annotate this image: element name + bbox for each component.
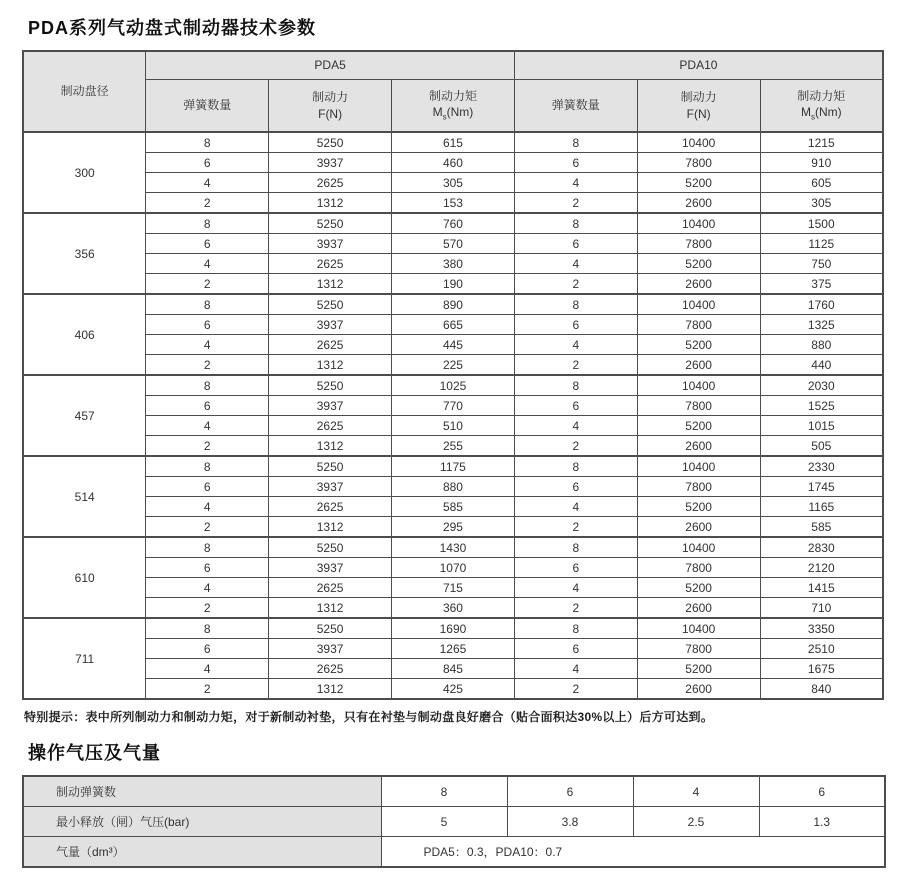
springs-cell-pda5: 4: [146, 497, 269, 517]
table-row: [23, 153, 883, 173]
springs-cell-pda10: 2: [514, 436, 637, 457]
springs-cell-pda5: 8: [146, 456, 269, 477]
springs-cell-pda5: 4: [146, 416, 269, 436]
pressure-volume-table: [22, 775, 886, 868]
torque-cell-pda5: 665: [392, 315, 515, 335]
springs-cell-pda10: 8: [514, 132, 637, 153]
diameter-cell: 711: [23, 618, 146, 699]
springs-cell-pda5: 4: [146, 173, 269, 193]
table-row: [23, 355, 883, 376]
torque-cell-pda10: 1500: [760, 213, 883, 234]
force-cell-pda10: 10400: [637, 456, 760, 477]
value-cell: 1.3: [759, 807, 885, 837]
torque-cell-pda10: 1325: [760, 315, 883, 335]
table-row: [23, 213, 883, 234]
force-cell-pda5: 3937: [269, 396, 392, 416]
brake-parameters-table: [22, 50, 884, 700]
table-row: [23, 659, 883, 679]
table-row: [23, 335, 883, 355]
table-row: [23, 173, 883, 193]
force-cell-pda10: 7800: [637, 315, 760, 335]
diameter-cell: 610: [23, 537, 146, 618]
table-row: [23, 477, 883, 497]
force-cell-pda10: 10400: [637, 213, 760, 234]
springs-cell-pda10: 4: [514, 659, 637, 679]
torque-cell-pda10: 2830: [760, 537, 883, 558]
force-cell-pda5: 2625: [269, 497, 392, 517]
table-row: [23, 132, 883, 153]
torque-cell-pda5: 225: [392, 355, 515, 376]
header-torque-pda5: 制动力矩 $M_s(Nm)$: [392, 80, 515, 133]
value-cell: 4: [633, 776, 759, 807]
torque-cell-pda10: 2510: [760, 639, 883, 659]
torque-cell-pda5: 585: [392, 497, 515, 517]
force-cell-pda5: 1312: [269, 598, 392, 619]
force-cell-pda5: 1312: [269, 679, 392, 700]
brake-parameters-table-header: [23, 51, 883, 132]
torque-cell-pda5: 770: [392, 396, 515, 416]
force-cell-pda10: 5200: [637, 659, 760, 679]
row-label-cell: 气量（dm³）: [23, 837, 381, 868]
force-cell-pda10: 10400: [637, 618, 760, 639]
springs-cell-pda10: 2: [514, 355, 637, 376]
force-cell-pda10: 5200: [637, 416, 760, 436]
table-row: [23, 679, 883, 700]
torque-cell-pda10: 605: [760, 173, 883, 193]
torque-cell-pda5: 615: [392, 132, 515, 153]
springs-cell-pda5: 2: [146, 679, 269, 700]
torque-cell-pda10: 880: [760, 335, 883, 355]
diameter-cell: 406: [23, 294, 146, 375]
force-cell-pda5: 1312: [269, 517, 392, 538]
torque-cell-pda5: 1690: [392, 618, 515, 639]
torque-cell-pda5: 1025: [392, 375, 515, 396]
table-row: [23, 537, 883, 558]
springs-cell-pda10: 8: [514, 375, 637, 396]
table-row: [23, 837, 885, 868]
page-title: PDA系列气动盘式制动器技术参数: [28, 18, 317, 38]
force-cell-pda5: 2625: [269, 254, 392, 274]
header-pda5-group: PDA5: [146, 51, 515, 80]
springs-cell-pda10: 6: [514, 477, 637, 497]
springs-cell-pda5: 8: [146, 213, 269, 234]
springs-cell-pda5: 6: [146, 639, 269, 659]
header-disc-diameter: 制动盘径: [23, 51, 146, 132]
torque-cell-pda5: 1265: [392, 639, 515, 659]
section-title-pressure: 操作气压及气量: [28, 743, 161, 763]
torque-cell-pda5: 255: [392, 436, 515, 457]
torque-cell-pda10: 3350: [760, 618, 883, 639]
torque-cell-pda10: 750: [760, 254, 883, 274]
force-cell-pda10: 2600: [637, 679, 760, 700]
row-label-cell: 最小释放（闸）气压(bar): [23, 807, 381, 837]
torque-cell-pda5: 190: [392, 274, 515, 295]
table-row: [23, 558, 883, 578]
springs-cell-pda10: 2: [514, 598, 637, 619]
springs-cell-pda10: 2: [514, 193, 637, 214]
springs-cell-pda5: 2: [146, 598, 269, 619]
springs-cell-pda10: 6: [514, 558, 637, 578]
springs-cell-pda5: 8: [146, 618, 269, 639]
springs-cell-pda10: 8: [514, 294, 637, 315]
torque-cell-pda5: 760: [392, 213, 515, 234]
torque-cell-pda10: 505: [760, 436, 883, 457]
diameter-cell: 457: [23, 375, 146, 456]
torque-cell-pda5: 1430: [392, 537, 515, 558]
torque-cell-pda10: 1760: [760, 294, 883, 315]
pressure-volume-table-body: [23, 776, 885, 867]
force-cell-pda10: 7800: [637, 234, 760, 254]
table-row: [23, 578, 883, 598]
springs-cell-pda5: 6: [146, 558, 269, 578]
torque-cell-pda10: 305: [760, 193, 883, 214]
table-row: [23, 193, 883, 214]
torque-cell-pda10: 2120: [760, 558, 883, 578]
torque-cell-pda5: 880: [392, 477, 515, 497]
diameter-cell: 356: [23, 213, 146, 294]
table-row: [23, 436, 883, 457]
force-cell-pda10: 10400: [637, 537, 760, 558]
force-cell-pda5: 2625: [269, 578, 392, 598]
torque-cell-pda10: 585: [760, 517, 883, 538]
springs-cell-pda10: 8: [514, 456, 637, 477]
springs-cell-pda5: 4: [146, 335, 269, 355]
force-cell-pda5: 5250: [269, 132, 392, 153]
springs-cell-pda10: 4: [514, 416, 637, 436]
table-row: [23, 254, 883, 274]
force-cell-pda5: 5250: [269, 537, 392, 558]
springs-cell-pda10: 6: [514, 234, 637, 254]
force-cell-pda5: 3937: [269, 477, 392, 497]
torque-cell-pda10: 910: [760, 153, 883, 173]
springs-cell-pda10: 4: [514, 335, 637, 355]
diameter-cell: 514: [23, 456, 146, 537]
springs-cell-pda5: 8: [146, 537, 269, 558]
force-cell-pda5: 1312: [269, 274, 392, 295]
value-cell: 8: [381, 776, 507, 807]
torque-cell-pda10: 1165: [760, 497, 883, 517]
torque-cell-pda5: 570: [392, 234, 515, 254]
brake-parameters-table-body: [23, 132, 883, 699]
springs-cell-pda10: 6: [514, 639, 637, 659]
springs-cell-pda5: 6: [146, 477, 269, 497]
springs-cell-pda5: 8: [146, 294, 269, 315]
force-cell-pda10: 10400: [637, 375, 760, 396]
springs-cell-pda10: 6: [514, 396, 637, 416]
torque-cell-pda5: 845: [392, 659, 515, 679]
torque-cell-pda5: 380: [392, 254, 515, 274]
header-force-pda5: 制动力 F(N): [269, 80, 392, 133]
table-row: [23, 274, 883, 295]
value-cell: 6: [759, 776, 885, 807]
springs-cell-pda10: 4: [514, 497, 637, 517]
springs-cell-pda5: 8: [146, 132, 269, 153]
table-row: [23, 639, 883, 659]
force-cell-pda10: 10400: [637, 294, 760, 315]
springs-cell-pda10: 8: [514, 213, 637, 234]
springs-cell-pda10: 4: [514, 254, 637, 274]
force-cell-pda5: 2625: [269, 173, 392, 193]
header-springs-pda5: 弹簧数量: [146, 80, 269, 133]
torque-cell-pda10: 1015: [760, 416, 883, 436]
caution-note: 特别提示：表中所列制动力和制动力矩，对于新制动衬垫，只有在衬垫与制动盘良好磨合（贴合面积达30%以上）后方可达到。: [24, 710, 714, 724]
header-torque-pda10: 制动力矩 $M_s(Nm)$: [760, 80, 883, 133]
force-cell-pda10: 2600: [637, 598, 760, 619]
force-cell-pda10: 2600: [637, 436, 760, 457]
force-cell-pda5: 2625: [269, 659, 392, 679]
torque-cell-pda10: 2330: [760, 456, 883, 477]
force-cell-pda5: 5250: [269, 294, 392, 315]
force-cell-pda10: 7800: [637, 153, 760, 173]
force-cell-pda5: 3937: [269, 639, 392, 659]
force-cell-pda10: 5200: [637, 254, 760, 274]
torque-cell-pda10: 840: [760, 679, 883, 700]
force-cell-pda10: 5200: [637, 497, 760, 517]
table-row: [23, 456, 883, 477]
force-cell-pda10: 2600: [637, 193, 760, 214]
force-cell-pda10: 5200: [637, 578, 760, 598]
force-cell-pda10: 7800: [637, 477, 760, 497]
force-cell-pda10: 2600: [637, 274, 760, 295]
springs-cell-pda5: 2: [146, 517, 269, 538]
table-row: [23, 497, 883, 517]
force-cell-pda10: 5200: [637, 335, 760, 355]
force-cell-pda5: 2625: [269, 416, 392, 436]
torque-cell-pda5: 1070: [392, 558, 515, 578]
table-row: [23, 807, 885, 837]
springs-cell-pda10: 8: [514, 618, 637, 639]
value-cell: 6: [507, 776, 633, 807]
torque-cell-pda5: 153: [392, 193, 515, 214]
force-cell-pda10: 5200: [637, 173, 760, 193]
springs-cell-pda10: 8: [514, 537, 637, 558]
torque-cell-pda5: 360: [392, 598, 515, 619]
force-cell-pda10: 7800: [637, 639, 760, 659]
torque-cell-pda5: 510: [392, 416, 515, 436]
table-row: [23, 396, 883, 416]
force-cell-pda5: 3937: [269, 558, 392, 578]
springs-cell-pda10: 4: [514, 578, 637, 598]
springs-cell-pda10: 2: [514, 679, 637, 700]
force-cell-pda10: 2600: [637, 517, 760, 538]
table-row: [23, 776, 885, 807]
value-cell: 3.8: [507, 807, 633, 837]
header-pda10-group: PDA10: [514, 51, 883, 80]
diameter-cell: 300: [23, 132, 146, 213]
torque-cell-pda10: 2030: [760, 375, 883, 396]
springs-cell-pda5: 4: [146, 659, 269, 679]
torque-cell-pda5: 715: [392, 578, 515, 598]
springs-cell-pda5: 2: [146, 355, 269, 376]
air-volume-value-cell: PDA5：0.3，PDA10：0.7: [381, 837, 885, 868]
force-cell-pda5: 5250: [269, 213, 392, 234]
force-cell-pda10: 2600: [637, 355, 760, 376]
torque-cell-pda5: 460: [392, 153, 515, 173]
force-cell-pda5: 5250: [269, 456, 392, 477]
table-row: [23, 618, 883, 639]
springs-cell-pda10: 4: [514, 173, 637, 193]
force-cell-pda10: 7800: [637, 396, 760, 416]
force-cell-pda10: 7800: [637, 558, 760, 578]
table-row: [23, 315, 883, 335]
header-force-pda10: 制动力 F(N): [637, 80, 760, 133]
torque-cell-pda10: 710: [760, 598, 883, 619]
springs-cell-pda10: 6: [514, 153, 637, 173]
force-cell-pda5: 5250: [269, 375, 392, 396]
springs-cell-pda5: 2: [146, 436, 269, 457]
springs-cell-pda5: 4: [146, 254, 269, 274]
force-cell-pda5: 1312: [269, 355, 392, 376]
force-cell-pda5: 5250: [269, 618, 392, 639]
force-cell-pda5: 1312: [269, 193, 392, 214]
torque-cell-pda5: 445: [392, 335, 515, 355]
torque-cell-pda10: 440: [760, 355, 883, 376]
table-row: [23, 416, 883, 436]
torque-cell-pda10: 1525: [760, 396, 883, 416]
table-row: [23, 294, 883, 315]
springs-cell-pda5: 2: [146, 193, 269, 214]
table-row: [23, 375, 883, 396]
table-row: [23, 598, 883, 619]
springs-cell-pda5: 6: [146, 396, 269, 416]
torque-cell-pda10: 1215: [760, 132, 883, 153]
force-cell-pda10: 10400: [637, 132, 760, 153]
torque-cell-pda5: 425: [392, 679, 515, 700]
value-cell: 5: [381, 807, 507, 837]
torque-cell-pda5: 305: [392, 173, 515, 193]
torque-cell-pda10: 375: [760, 274, 883, 295]
table-row: [23, 517, 883, 538]
torque-cell-pda5: 890: [392, 294, 515, 315]
torque-cell-pda10: 1125: [760, 234, 883, 254]
force-cell-pda5: 2625: [269, 335, 392, 355]
torque-cell-pda10: 1415: [760, 578, 883, 598]
force-cell-pda5: 3937: [269, 315, 392, 335]
springs-cell-pda10: 2: [514, 274, 637, 295]
force-cell-pda5: 1312: [269, 436, 392, 457]
springs-cell-pda10: 2: [514, 517, 637, 538]
table-row: [23, 234, 883, 254]
springs-cell-pda5: 6: [146, 153, 269, 173]
force-cell-pda5: 3937: [269, 234, 392, 254]
springs-cell-pda5: 6: [146, 315, 269, 335]
springs-cell-pda5: 6: [146, 234, 269, 254]
row-label-cell: 制动弹簧数: [23, 776, 381, 807]
springs-cell-pda5: 2: [146, 274, 269, 295]
force-cell-pda5: 3937: [269, 153, 392, 173]
springs-cell-pda10: 6: [514, 315, 637, 335]
value-cell: 2.5: [633, 807, 759, 837]
header-springs-pda10: 弹簧数量: [514, 80, 637, 133]
springs-cell-pda5: 8: [146, 375, 269, 396]
springs-cell-pda5: 4: [146, 578, 269, 598]
torque-cell-pda10: 1675: [760, 659, 883, 679]
torque-cell-pda10: 1745: [760, 477, 883, 497]
torque-cell-pda5: 295: [392, 517, 515, 538]
torque-cell-pda5: 1175: [392, 456, 515, 477]
